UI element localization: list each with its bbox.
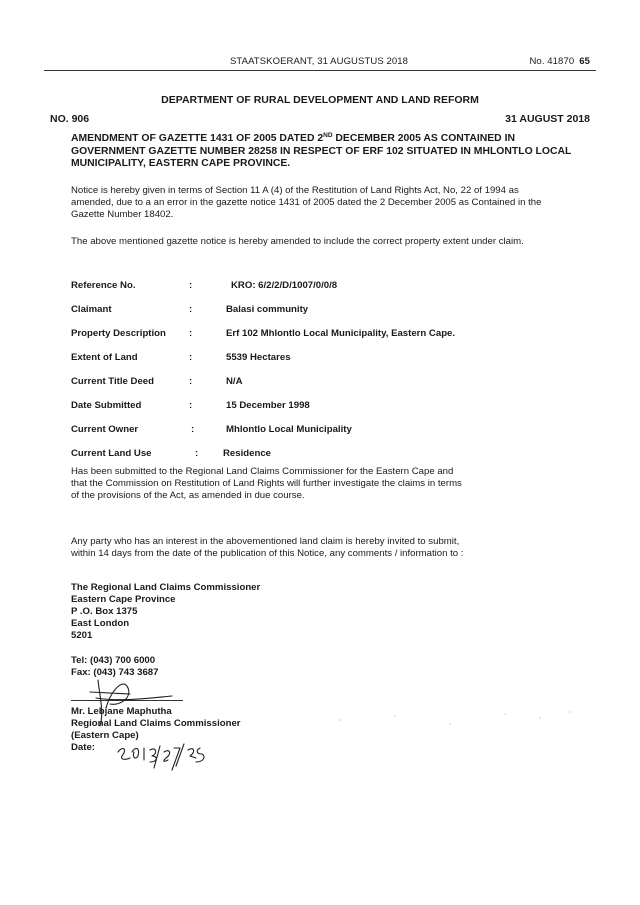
detail-label: Current Land Use [71, 448, 152, 459]
title-part-2: DECEMBER 2005 AS CONTAINED IN GOVERNMENT GAZETTE NUMBER 28258 IN RESPECT OF ERF 102 SITUATED IN MHLONTLO LOCAL MUNICIPALITY, EASTERN CAPE PROVINCE. [71, 133, 572, 170]
issue-number-block [529, 56, 590, 67]
running-header [44, 56, 594, 69]
notice-number: NO. 906 [50, 113, 90, 125]
title-part-1: AMENDMENT OF GAZETTE 1431 OF 2005 DATED 2 [71, 133, 324, 144]
detail-row-owner [71, 424, 591, 438]
commissioner-address [71, 582, 260, 642]
signatory-region: (Eastern Cape) [71, 730, 139, 741]
detail-value: Mhlontlo Local Municipality [226, 424, 352, 435]
detail-label: Reference No. [71, 280, 136, 291]
detail-row-claimant [71, 304, 591, 318]
detail-row-property [71, 328, 591, 342]
detail-colon: : [189, 304, 193, 315]
page-number: 65 [579, 56, 590, 67]
detail-value: KRO: 6/2/2/D/1007/0/0/8 [231, 280, 338, 291]
detail-label: Extent of Land [71, 352, 138, 363]
signature-stroke [90, 680, 172, 726]
detail-colon: : [189, 400, 193, 411]
detail-label: Property Description [71, 328, 166, 339]
issue-number: No. 41870 [529, 56, 575, 67]
detail-colon: : [189, 352, 193, 363]
detail-value: N/A [226, 376, 243, 387]
paragraph-invitation: Any party who has an interest in the abovementioned land claim is hereby invited to submit, within 14 days from the date of the publication of this Notice, any comments / information to : [71, 536, 464, 559]
address-line: P .O. Box 1375 [71, 606, 138, 617]
detail-label: Date Submitted [71, 400, 142, 411]
detail-row-extent [71, 352, 591, 366]
address-line: Eastern Cape Province [71, 594, 176, 605]
detail-colon: : [189, 280, 193, 291]
department-heading: DEPARTMENT OF RURAL DEVELOPMENT AND LAND REFORM [161, 94, 479, 106]
signatory-role: Regional Land Claims Commissioner [71, 718, 241, 729]
notice-title [71, 133, 586, 171]
paragraph-submission: Has been submitted to the Regional Land Claims Commissioner for the Eastern Cape and that the Commission on Restitution of Land Rights will further investigate the claims in terms of the provisions of the Act, as amended in due course. [71, 466, 462, 501]
detail-value: 15 December 1998 [226, 400, 310, 411]
detail-value: Residence [223, 448, 271, 459]
address-line: East London [71, 618, 130, 629]
publication-name: STAATSKOERANT, 31 AUGUSTUS 2018 [230, 56, 409, 67]
detail-value: Balasi community [226, 304, 309, 315]
detail-row-date-submitted [71, 400, 591, 414]
notice-date: 31 AUGUST 2018 [505, 113, 590, 125]
fax: Fax: (043) 743 3687 [71, 667, 159, 678]
handwritten-signature [60, 668, 220, 790]
title-superscript: ND [323, 132, 333, 139]
scan-specks [300, 706, 590, 736]
detail-label: Claimant [71, 304, 112, 315]
detail-colon: : [191, 424, 195, 435]
detail-colon: : [189, 376, 193, 387]
signatory-name: Mr. Lebjane Maphutha [71, 706, 172, 717]
telephone: Tel: (043) 700 6000 [71, 655, 156, 666]
detail-value: 5539 Hectares [226, 352, 291, 363]
paragraph-notice: Notice is hereby given in terms of Section 11 A (4) of the Restitution of Land Rights Act, No, 22 of 1994 as amended, due to a an error in the gazette notice 1431 of 2005 dated the 2 December 2005 as Contained in the Gazette Number 18402. [71, 185, 542, 220]
detail-row-reference [71, 280, 591, 294]
detail-row-land-use [71, 448, 591, 462]
address-line: The Regional Land Claims Commissioner [71, 582, 261, 593]
handwritten-date-stroke [118, 744, 204, 770]
header-divider [44, 70, 596, 71]
detail-colon: : [189, 328, 193, 339]
detail-colon: : [195, 448, 199, 459]
detail-label: Current Title Deed [71, 376, 154, 387]
paragraph-amendment: The above mentioned gazette notice is hereby amended to include the correct property extent under claim. [71, 236, 524, 247]
detail-value: Erf 102 Mhlontlo Local Municipality, Eastern Cape. [226, 328, 456, 339]
detail-label: Current Owner [71, 424, 139, 435]
date-label: Date: [71, 742, 95, 753]
address-line: 5201 [71, 630, 93, 641]
detail-row-title-deed [71, 376, 591, 390]
